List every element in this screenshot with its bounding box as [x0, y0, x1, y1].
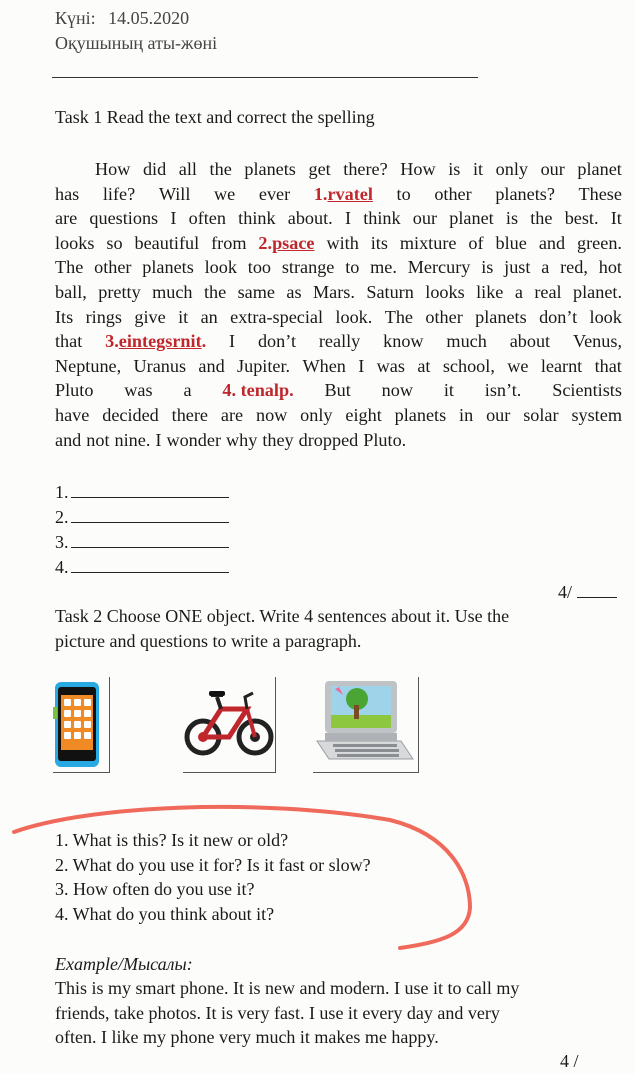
word: much	[446, 331, 487, 352]
word: as	[286, 281, 302, 302]
misspelled-word	[258, 231, 314, 256]
word: at	[417, 355, 431, 376]
bicycle-icon	[183, 677, 275, 772]
word: a	[514, 281, 523, 302]
word: eight	[345, 404, 382, 425]
task1-paragraph	[55, 157, 622, 452]
word: that	[594, 355, 622, 376]
paragraph-line	[55, 403, 622, 428]
misspelled-word	[222, 378, 293, 403]
word: look.	[335, 306, 373, 327]
word: think	[363, 208, 401, 229]
misspelled-number: 3.	[105, 331, 119, 352]
word: isn’t.	[484, 380, 522, 401]
task1-score	[558, 580, 617, 605]
word: often	[188, 208, 226, 229]
word: planets?	[495, 183, 555, 204]
word: other	[425, 306, 463, 327]
word: beautiful	[134, 232, 200, 253]
word: system	[571, 404, 622, 425]
word: red,	[560, 257, 588, 278]
word: school,	[442, 355, 495, 376]
word: The	[384, 306, 413, 327]
word: planets	[244, 159, 296, 179]
word: planet	[449, 208, 494, 229]
misspelled-number: 1.	[313, 183, 328, 204]
word: get	[308, 159, 331, 179]
word: These	[578, 183, 622, 204]
paragraph-line	[55, 206, 622, 231]
answer-number: 1.	[55, 482, 69, 502]
misspelled-word: 3.eintegsrnit.	[105, 331, 207, 352]
word: only	[300, 404, 333, 425]
hand-drawn-circle-annotation	[0, 790, 635, 960]
word: Jupiter.	[237, 355, 291, 376]
word: real	[534, 281, 562, 302]
word: the	[203, 281, 227, 302]
word: Its	[55, 306, 74, 327]
word: When	[302, 355, 346, 376]
task2-title-line2: picture and questions to write a paragraph.	[55, 631, 362, 651]
word: to	[345, 257, 360, 278]
word: why	[226, 429, 258, 450]
misspelled-text: rvatel	[327, 183, 373, 204]
word: planets	[142, 257, 194, 278]
word: ever	[258, 183, 291, 204]
word: really	[318, 331, 361, 352]
word: blue	[495, 232, 527, 253]
word: about	[509, 331, 551, 352]
question-2: 2. What do you use it for? Is it fast or slow?	[55, 855, 371, 875]
answer-row-3	[55, 531, 229, 553]
word: Pluto.	[363, 429, 407, 450]
paragraph-line	[55, 280, 622, 305]
word: from	[211, 232, 247, 253]
laptop-icon	[313, 677, 418, 772]
word: and	[198, 355, 225, 376]
answer-blank-3[interactable]	[71, 531, 229, 548]
word: know	[383, 331, 424, 352]
word: planet.	[573, 281, 622, 302]
smartphone-image	[53, 677, 110, 773]
word: it	[178, 306, 189, 327]
word: that	[55, 331, 83, 352]
task2-score: 4 /	[560, 1051, 579, 1071]
misspelled-number: 4.	[222, 380, 241, 401]
word: Will	[158, 183, 191, 204]
word: all	[178, 159, 197, 179]
word: life?	[102, 183, 136, 204]
bicycle-image	[183, 677, 276, 773]
answer-number: 2.	[55, 507, 69, 527]
word: questions	[89, 208, 159, 229]
word: Neptune,	[55, 355, 122, 376]
word: an	[200, 306, 218, 327]
question-1: 1. What is this? Is it new or old?	[55, 830, 289, 850]
answer-number: 4.	[55, 557, 69, 577]
paragraph-line	[55, 378, 622, 403]
word: we	[507, 355, 529, 376]
word: looks	[55, 232, 95, 253]
smartphone-icon	[53, 677, 109, 772]
word: there	[171, 404, 209, 425]
word: has	[55, 183, 80, 204]
answer-blank-2[interactable]	[71, 506, 229, 523]
word: are	[55, 208, 78, 229]
word: give	[134, 306, 166, 327]
word: decided	[102, 404, 159, 425]
word: we	[214, 183, 236, 204]
word: too	[247, 257, 272, 278]
word: so	[106, 232, 123, 253]
answer-number: 3.	[55, 532, 69, 552]
word: best.	[564, 208, 599, 229]
word: same	[237, 281, 275, 302]
word: there?	[343, 159, 388, 179]
word: It	[610, 208, 622, 229]
word: planets	[394, 404, 447, 425]
task2-title-line1: Task 2 Choose ONE object. Write 4 sentences about it. Use the	[55, 606, 510, 626]
paragraph-line	[55, 329, 622, 354]
word: think	[238, 208, 276, 229]
word: our	[540, 159, 565, 179]
answer-blank-1[interactable]	[71, 481, 229, 498]
word: and	[538, 232, 566, 253]
word: I	[344, 208, 351, 229]
word: extra-special	[230, 306, 324, 327]
word: I	[170, 208, 177, 229]
answer-row-1	[55, 481, 229, 503]
word: is	[505, 208, 519, 229]
example-line-3: often. I like my phone very much it makes me happy.	[55, 1027, 439, 1047]
word: in	[459, 404, 474, 425]
word: I	[358, 355, 365, 376]
word: look	[204, 257, 237, 278]
word: did	[142, 159, 167, 179]
word: rings	[85, 306, 122, 327]
paragraph-line	[55, 428, 622, 453]
laptop-image	[313, 677, 419, 773]
paragraph-line	[55, 354, 622, 379]
word: not	[86, 429, 110, 450]
word: looks	[425, 281, 465, 302]
word: it	[472, 159, 484, 179]
word: I	[229, 331, 236, 352]
word: hot	[598, 257, 622, 278]
word: is	[448, 159, 461, 179]
word: our	[412, 208, 438, 229]
word: they	[262, 429, 294, 450]
word: The	[55, 257, 84, 278]
misspelled-text: tenalp.	[240, 380, 294, 401]
word: nine.	[114, 429, 151, 450]
misspelled-text: psace	[272, 232, 315, 253]
word: How	[95, 159, 131, 179]
word: planets	[475, 306, 527, 327]
word: Uranus	[133, 355, 187, 376]
word: learnt	[540, 355, 583, 376]
task1-score-label: 4/	[558, 582, 573, 602]
word: other	[94, 257, 132, 278]
word: its	[370, 232, 388, 253]
word: the	[209, 159, 232, 179]
word: is	[481, 257, 494, 278]
word: planet	[577, 159, 622, 179]
misspelled-word	[314, 182, 373, 207]
word: Venus,	[572, 331, 622, 352]
example-line-1: This is my smart phone. It is new and modern. I use it to call my	[55, 978, 520, 998]
word: look	[589, 306, 622, 327]
date-row	[55, 6, 189, 31]
word: and	[55, 429, 82, 450]
word: pretty	[98, 281, 141, 302]
example-label: Example/Мысалы:	[55, 954, 193, 974]
word: much	[152, 281, 193, 302]
misspelled-text: eintegsrnit	[118, 331, 202, 352]
word: about.	[287, 208, 333, 229]
student-name-label: Оқушының аты-жөні	[55, 33, 218, 53]
word: Mercury	[407, 257, 471, 278]
word: me.	[370, 257, 397, 278]
word: strange	[281, 257, 335, 278]
date-label: Күні:	[55, 8, 96, 28]
word: only	[495, 159, 528, 179]
word: wonder	[166, 429, 221, 450]
word: now	[255, 404, 288, 425]
word: How	[400, 159, 436, 179]
word: mixture	[399, 232, 457, 253]
word: dropped	[298, 429, 359, 450]
word: Saturn	[366, 281, 414, 302]
name-blank-line[interactable]	[52, 77, 478, 78]
word: a	[541, 257, 550, 278]
word: the	[530, 208, 553, 229]
paragraph-line	[55, 182, 622, 207]
paragraph-line	[55, 157, 622, 182]
word: solar	[523, 404, 559, 425]
word: Scientists	[552, 380, 622, 401]
task1-score-blank[interactable]	[577, 583, 617, 598]
misspelled-number: 2.	[258, 232, 273, 253]
word: just	[504, 257, 531, 278]
word: now	[381, 380, 413, 401]
word: are	[220, 404, 244, 425]
word: don’t	[539, 306, 578, 327]
task1-title: Task 1 Read the text and correct the spelling	[55, 107, 375, 127]
example-line-2: friends, take photos. It is very fast. I use it every day and very	[55, 1003, 500, 1023]
question-3: 3. How often do you use it?	[55, 879, 255, 899]
word: Mars.	[312, 281, 355, 302]
word: to	[396, 183, 411, 204]
word: have	[55, 404, 90, 425]
word: like	[476, 281, 504, 302]
word: don’t	[257, 331, 297, 352]
word: it	[443, 380, 454, 401]
word: with	[326, 232, 359, 253]
word: ball,	[55, 281, 87, 302]
word: our	[486, 404, 511, 425]
word: But	[324, 380, 351, 401]
answer-row-2	[55, 506, 229, 528]
answer-row-4	[55, 556, 229, 578]
paragraph-line	[55, 255, 622, 280]
word: I	[155, 429, 162, 450]
word: of	[468, 232, 484, 253]
paragraph-line	[55, 305, 622, 330]
word: green.	[577, 232, 622, 253]
word: other	[434, 183, 472, 204]
answer-blank-4[interactable]	[71, 556, 229, 573]
word: was	[376, 355, 405, 376]
question-4: 4. What do you think about it?	[55, 904, 275, 924]
word: a	[183, 380, 192, 401]
word: was	[124, 380, 153, 401]
paragraph-line	[55, 231, 622, 256]
word: Pluto	[55, 380, 94, 401]
date-value: 14.05.2020	[108, 8, 190, 28]
